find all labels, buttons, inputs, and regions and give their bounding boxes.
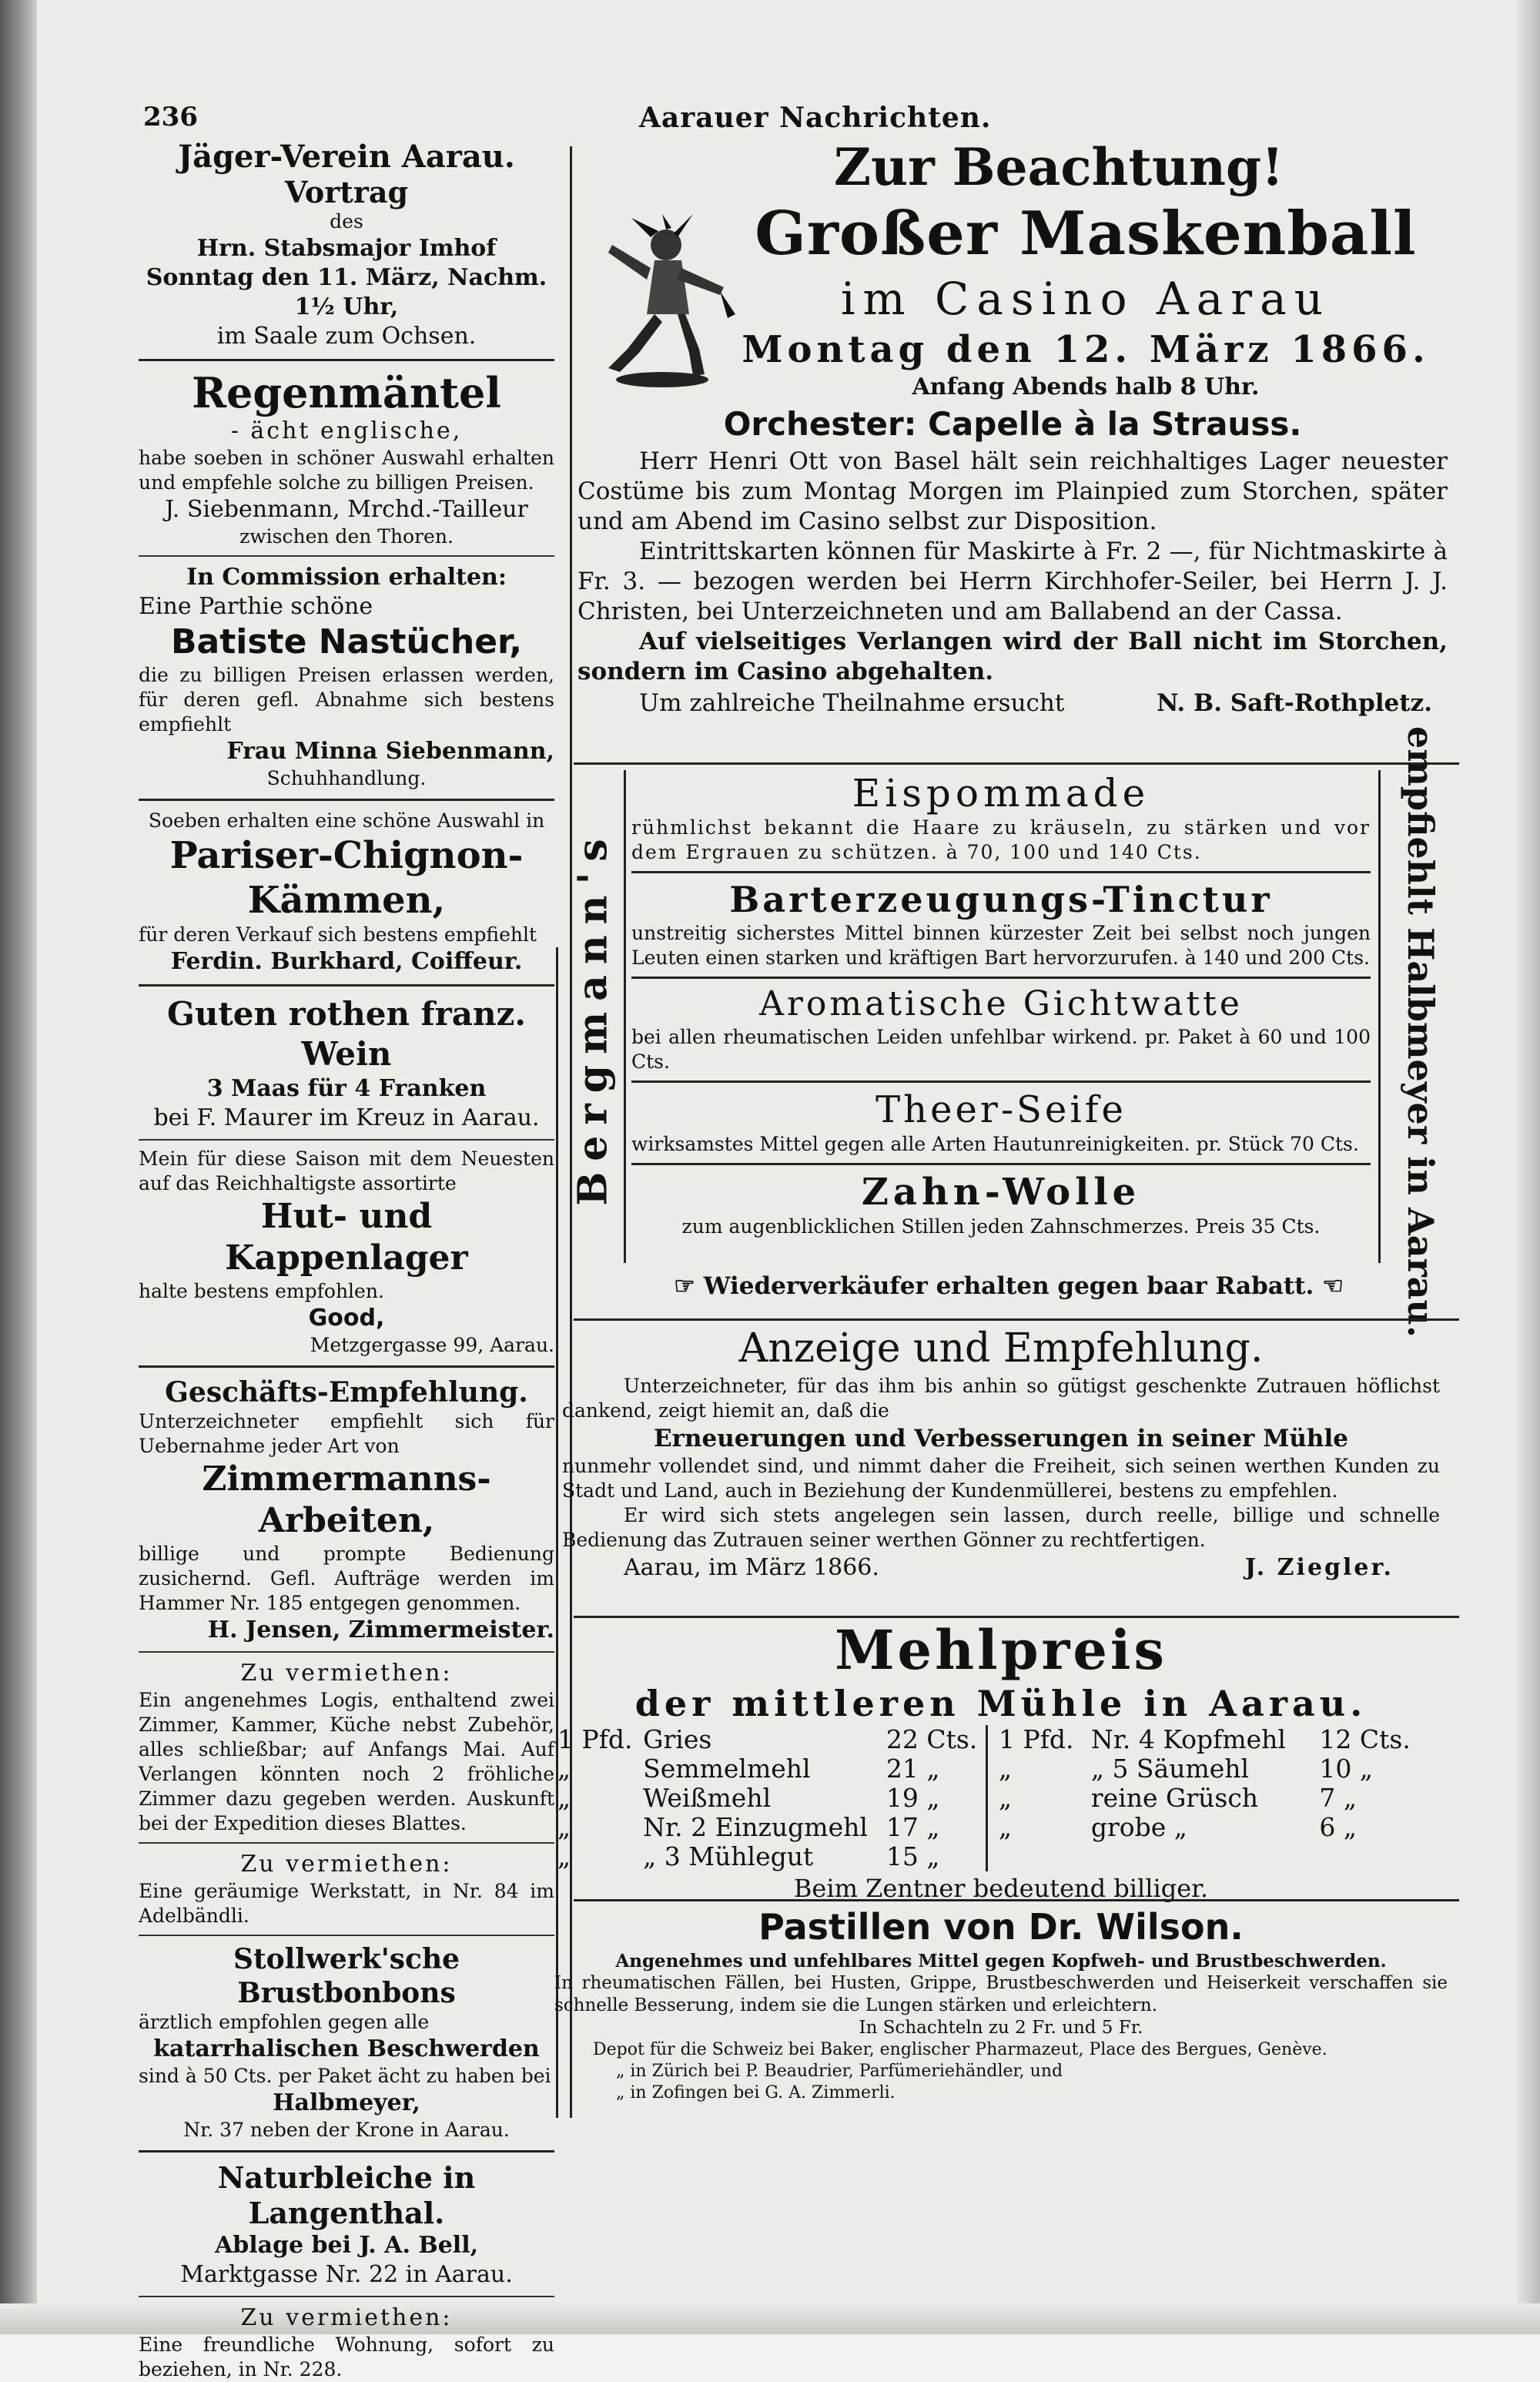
price-product: Nr. 2 Einzugmehl <box>643 1812 868 1842</box>
ball-place: im Casino Aarau <box>840 273 1331 325</box>
jaeger-speaker: Hrn. Stabsmajor Imhof <box>196 235 497 262</box>
pointing-hand-icon: ☞ <box>674 1272 704 1300</box>
price-product: Semmelmehl <box>643 1754 811 1784</box>
batiste-sig: Frau Minna Siebenmann, <box>226 738 554 765</box>
chignon-sig: Ferdin. Burkhard, Coiffeur. <box>170 948 523 975</box>
price-unit: „ <box>557 1841 571 1871</box>
wein-title: Guten rothen franz. Wein <box>166 995 527 1073</box>
anzeige-text2: nunmehr vollendet sind, und nimmt daher die Freiheit, sich seinen werthen Kunden zu Stadt und Land, auch in Beziehung der Kundenmüllerei, bestens zu empfehlen. <box>562 1455 1440 1502</box>
price-row <box>996 1754 1427 1784</box>
zimmer-title: Geschäfts-Empfehlung. <box>165 1376 528 1409</box>
ball-title: Großer Maskenball <box>755 199 1417 269</box>
hut-sig: Good, <box>308 1305 385 1332</box>
price-value: 19 „ <box>886 1783 940 1813</box>
batiste-sig2: Schuhhandlung. <box>266 767 427 789</box>
ball-closing-row <box>578 687 1448 719</box>
bergmann-footer-row <box>585 1271 1432 1302</box>
anzeige-title: Anzeige und Empfehlung. <box>738 1325 1264 1372</box>
bergmann-item-title: Zahn-Wolle <box>861 1171 1141 1214</box>
price-unit: „ <box>557 1754 571 1784</box>
price-value: 7 „ <box>1319 1783 1357 1813</box>
newspaper-title: Aarauer Nachrichten. <box>639 102 992 134</box>
chignon-title: Pariser-Chignon-Kämmen, <box>169 834 524 922</box>
regen-sig: J. Siebenmann, Mrchd.-Tailleur <box>165 496 528 523</box>
jaeger-date: Sonntag den 11. März, Nachm. 1½ Uhr, <box>146 264 547 320</box>
chignon-text: für deren Verkauf sich bestens empfiehlt <box>139 923 537 946</box>
price-product: reine Grüsch <box>1090 1783 1259 1813</box>
price-product: „ 3 Mühlegut <box>643 1841 814 1871</box>
ball-closing: Um zahlreiche Theilnahme ersucht <box>639 689 1065 717</box>
divider <box>139 1842 554 1844</box>
bleiche-title: Naturbleiche in Langenthal. <box>217 2160 476 2230</box>
wilson-depot1: Depot für die Schweiz bei Baker, englischer Pharmazeut, Place des Bergues, Genève. <box>593 2040 1327 2059</box>
batiste-text: die zu billigen Preisen erlassen werden, für deren gefl. Abnahme sich bestens empfiehlt <box>139 664 554 735</box>
hut-text: halte bestens empfohlen. <box>139 1280 384 1302</box>
bergmann-item-title: Theer-Seife <box>875 1088 1127 1131</box>
anzeige-bold: Erneuerungen und Verbesserungen in seiner Mühle <box>654 1425 1348 1452</box>
price-value: 6 „ <box>1319 1812 1357 1842</box>
bergmann-item <box>631 1083 1371 1165</box>
chignon-intro: Soeben erhalten eine schöne Auswahl in <box>148 809 545 832</box>
bergmann-side-right <box>1382 725 1459 1338</box>
stoll-text3: sind à 50 Cts. per Paket ächt zu haben bei <box>139 2065 551 2087</box>
price-unit: „ <box>557 1812 571 1842</box>
anzeige-place: Aarau, im März 1866. <box>624 1554 879 1581</box>
stoll-title: Stollwerk'sche Brustbonbons <box>233 1943 460 2009</box>
bergmann-side-left <box>562 770 624 1263</box>
bleiche-line2: Marktgasse Nr. 22 in Aarau. <box>180 2261 513 2288</box>
stoll-text2: katarrhalischen Beschwerden <box>153 2035 540 2062</box>
mehl-tables <box>554 1725 1448 1871</box>
ball-sig: N. B. Saft-Rothpletz. <box>1157 689 1432 717</box>
ball-ad <box>578 137 1448 719</box>
price-row <box>554 1842 986 1871</box>
ball-text2: Eintrittskarten können für Maskirte à Fr. 2 —, für Nichtmaskirte à Fr. 3. — bezogen werden bei Herrn Kirchhofer-Seiler, bei Herrn J. J. Christen, bei Unterzeichneten und am Ballabend an der Cassa. <box>578 538 1448 625</box>
bergmann-item-title: Barterzeugungs-Tinctur <box>729 879 1273 920</box>
divider <box>139 1139 554 1141</box>
wilson-ad <box>554 1904 1448 2104</box>
price-value: 10 „ <box>1319 1754 1373 1784</box>
price-row <box>554 1813 986 1842</box>
verm3-title: Zu vermiethen: <box>240 2304 453 2331</box>
mehl-right-table <box>996 1725 1427 1871</box>
mehl-left-table <box>554 1725 988 1871</box>
price-product: grobe „ <box>1090 1812 1187 1842</box>
verm1-text: Ein angenehmes Logis, enthaltend zwei Zimmer, Kammer, Küche nebst Zubehör, alles schließbar; auf Anfangs Mai. Auf Verlangen könnten noch 2 fröhliche Zimmer dazu gegeben werden. Auskunft bei der Expedition dieses Blattes. <box>139 1689 554 1834</box>
mehl-ad <box>554 1619 1448 1905</box>
page-number: 236 <box>143 102 198 132</box>
price-row <box>996 1725 1427 1754</box>
batiste-title: Batiste Nastücher, <box>171 622 522 662</box>
ball-orch: Orchester: Capelle à la Strauss. <box>723 405 1302 443</box>
wilson-pack: In Schachteln zu 2 Fr. und 5 Fr. <box>859 2018 1143 2038</box>
regen-title: Regenmäntel <box>192 368 501 417</box>
mehl-title: Mehlpreis <box>835 1618 1167 1682</box>
price-value: 17 „ <box>886 1812 940 1842</box>
wilson-text: In rheumatischen Fällen, bei Husten, Grippe, Brustbeschwerden und Heiserkeit verschaffen sie schnelle Besserung, indem sie die Lungen stärken und erleichtern. <box>554 1973 1448 2015</box>
batiste-line1: Eine Parthie schöne <box>139 593 373 620</box>
box-right-rule <box>1378 770 1381 1263</box>
bergmann-side-left-text: Bergmann's <box>569 827 617 1206</box>
ball-date: Montag den 12. März 1866. <box>742 328 1430 371</box>
anzeige-text3: Er wird sich stets angelegen sein lassen, durch reelle, billige und schnelle Bedienung das Zutrauen seiner werthen Gönner zu rechtfertigen. <box>562 1504 1440 1551</box>
jaeger-event: Vortrag <box>284 175 409 209</box>
wein-by: bei F. Maurer im Kreuz in Aarau. <box>153 1104 540 1131</box>
bergmann-footer: Wiederverkäufer erhalten gegen baar Rabatt. <box>703 1272 1314 1300</box>
divider <box>574 1899 1459 1901</box>
price-row <box>554 1754 986 1784</box>
bergmann-item-text: zum augenblicklichen Stillen jeden Zahnschmerzes. Preis 35 Cts. <box>681 1215 1321 1238</box>
bergmann-item-text: rühmlichst bekannt die Haare zu kräuseln, zu stärken und vor dem Ergrauen zu schützen. à 70, 100 und 140 Cts. <box>631 816 1371 863</box>
wilson-title: Pastillen von Dr. Wilson. <box>758 1906 1244 1948</box>
regen-sig2: zwischen den Thoren. <box>239 525 454 548</box>
ball-bold: Auf vielseitiges Verlangen wird der Ball nicht im Storchen, sondern im Casino abgehalten. <box>578 628 1448 685</box>
divider <box>139 2296 554 2297</box>
anzeige-sig: J. Ziegler. <box>1244 1554 1394 1581</box>
bergmann-item <box>631 766 1371 873</box>
jaeger-title: Jäger-Verein Aarau. <box>178 139 515 175</box>
price-value: 21 „ <box>886 1754 940 1784</box>
price-product: Nr. 4 Kopfmehl <box>1090 1724 1286 1754</box>
price-row <box>554 1784 986 1813</box>
jaeger-des: des <box>330 210 363 233</box>
box-bottom-rule <box>574 1318 1459 1321</box>
price-row <box>996 1813 1427 1842</box>
price-product: Weißmehl <box>643 1783 772 1813</box>
price-row <box>554 1725 986 1754</box>
divider <box>139 1935 554 1936</box>
bergmann-item-text: unstreitig sicherstes Mittel binnen kürzester Zeit bei selbst noch jungen Leuten einen starken und kräftigen Bart hervorzurufen. à 140 und 200 Cts. <box>631 922 1371 969</box>
divider <box>139 1651 554 1653</box>
pointing-hand-icon: ☜ <box>1322 1272 1344 1300</box>
bergmann-item-title: Eispommade <box>852 771 1150 816</box>
wein-offer: 3 Maas für 4 Franken <box>206 1075 487 1102</box>
zimmer-intro: Unterzeichneter empfiehlt sich für Uebernahme jeder Art von <box>139 1410 554 1457</box>
regen-text: habe soeben in schöner Auswahl erhalten und empfehle solche zu billigen Preisen. <box>139 447 554 494</box>
stoll-sig2: Nr. 37 neben der Krone in Aarau. <box>183 2119 510 2141</box>
wilson-sub: Angenehmes und unfehlbares Mittel gegen Kopfweh- und Brustbeschwerden. <box>615 1951 1387 1972</box>
stoll-text1: ärztlich empfohlen gegen alle <box>139 2011 430 2033</box>
mehl-sub: der mittleren Mühle in Aarau. <box>634 1683 1368 1724</box>
price-unit: „ <box>999 1754 1013 1784</box>
left-column <box>139 139 554 2382</box>
verm1-title: Zu vermiethen: <box>240 1660 453 1687</box>
wilson-depot3: „ in Zofingen bei G. A. Zimmerli. <box>616 2083 896 2102</box>
price-unit: 1 Pfd. <box>557 1724 633 1754</box>
wilson-depot2: „ in Zürich bei P. Beaudrier, Parfümeriehändler, und <box>616 2062 1063 2081</box>
anzeige-text1: Unterzeichneter, für das ihm bis anhin so gütigst geschenkte Zutrauen höflichst dankend, zeigt hiemit an, daß die <box>562 1375 1440 1422</box>
price-value: 12 Cts. <box>1319 1724 1411 1754</box>
price-unit: 1 Pfd. <box>999 1724 1074 1754</box>
zimmer-sig: H. Jensen, Zimmermeister. <box>207 1616 554 1643</box>
bergmann-item-title: Aromatische Gichtwatte <box>759 984 1243 1023</box>
bergmann-item-text: wirksamstes Mittel gegen alle Arten Hautunreinigkeiten. pr. Stück 70 Cts. <box>631 1133 1359 1155</box>
regen-sub: - ächt englische, <box>230 417 463 444</box>
divider <box>139 359 554 361</box>
divider <box>139 799 554 801</box>
box-left-rule <box>624 770 626 1263</box>
mehl-note: Beim Zentner bedeutend billiger. <box>793 1874 1209 1903</box>
jester-illustration <box>585 214 739 391</box>
bergmann-item <box>631 1165 1371 1239</box>
ball-time: Anfang Abends halb 8 Uhr. <box>912 374 1260 400</box>
divider <box>139 984 554 987</box>
price-value: 15 „ <box>886 1841 940 1871</box>
bergmann-side-right-text: empfiehlt Halbmeyer in Aarau. <box>1400 725 1441 1338</box>
anzeige-footer <box>562 1553 1440 1583</box>
divider <box>139 1365 554 1368</box>
stoll-sig: Halbmeyer, <box>273 2089 420 2116</box>
batiste-intro: In Commission erhalten: <box>186 564 507 591</box>
anzeige-ad <box>562 1323 1440 1583</box>
price-product: „ 5 Säumehl <box>1090 1754 1250 1784</box>
hut-title: Hut- und Kappenlager <box>225 1197 468 1278</box>
divider <box>139 555 554 557</box>
bergmann-item-text: bei allen rheumatischen Leiden unfehlbar wirkend. pr. Paket à 60 und 100 Cts. <box>631 1026 1371 1073</box>
book-spine <box>0 0 37 2334</box>
verm2-text: Eine geräumige Werkstatt, in Nr. 84 im Adelbändli. <box>139 1880 554 1927</box>
bergmann-item <box>631 873 1371 979</box>
price-unit: „ <box>557 1783 571 1813</box>
price-unit: „ <box>999 1783 1013 1813</box>
ball-pre: Zur Beachtung! <box>833 137 1284 197</box>
verm3-text: Eine freundliche Wohnung, sofort zu beziehen, in Nr. 228. <box>139 2333 554 2380</box>
price-value: 22 Cts. <box>886 1724 978 1754</box>
zimmer-big: Zimmermanns-Arbeiten, <box>202 1459 491 1540</box>
verm2-title: Zu vermiethen: <box>240 1851 453 1878</box>
price-unit: „ <box>999 1812 1013 1842</box>
divider <box>139 2150 554 2153</box>
hut-sig2: Metzgergasse 99, Aarau. <box>310 1334 554 1356</box>
price-product: Gries <box>643 1724 712 1754</box>
bleiche-line1: Ablage bei J. A. Bell, <box>214 2232 479 2259</box>
zimmer-text: billige und prompte Bedienung zusichernd. Gefl. Aufträge werden im Hammer Nr. 185 entgegen genommen. <box>139 1543 554 1614</box>
page-edge <box>1517 0 1540 2334</box>
bergmann-list <box>631 766 1371 1239</box>
ball-text1: Herr Henri Ott von Basel hält sein reichhaltiges Lager neuester Costüme bis zum Montag Morgen im Plainpied zum Storchen, später und am Abend im Casino selbst zur Disposition. <box>578 447 1448 535</box>
bergmann-item <box>631 979 1371 1083</box>
hut-intro: Mein für diese Saison mit dem Neuesten auf das Reichhaltigste assortirte <box>139 1147 554 1194</box>
jaeger-place: im Saale zum Ochsen. <box>216 323 477 350</box>
price-row <box>996 1784 1427 1813</box>
box-top-rule <box>574 762 1459 765</box>
